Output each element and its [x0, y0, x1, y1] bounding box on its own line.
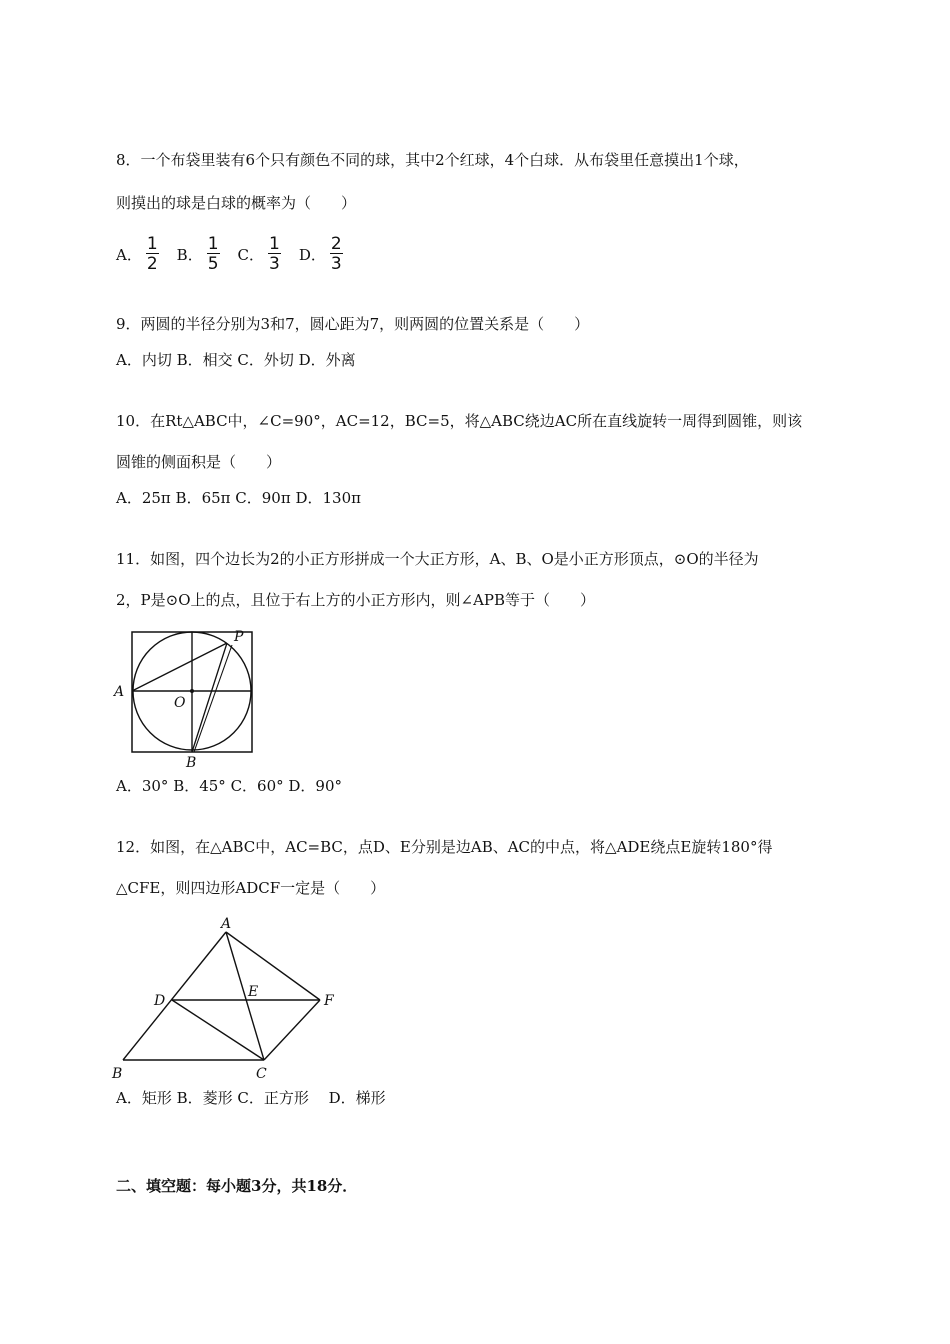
section-2-heading: 二、填空题：每小题3分，共18分． — [116, 1177, 358, 1195]
segment-af — [226, 932, 320, 1000]
denominator: 3 — [330, 254, 342, 274]
numerator: 1 — [146, 234, 158, 254]
q9-stem-line1: 9．两圆的半径分别为3和7，圆心距为7，则两圆的位置关系是（ ） — [116, 315, 590, 333]
label-p: P — [234, 629, 244, 645]
q10-stem-line2: 圆锥的侧面积是（ ） — [116, 453, 282, 471]
q11-choices: A．30° B．45° C．60° D．90° — [116, 777, 343, 795]
q11-figure — [110, 625, 270, 771]
q8-option-d — [299, 235, 343, 273]
q12-choices: A．矩形 B．菱形 C．正方形 D．梯形 — [116, 1089, 386, 1107]
q11-stem-line2: 2，P是⊙O上的点，且位于右上方的小正方形内，则∠APB等于（ ） — [116, 591, 596, 609]
option-label: D． — [298, 245, 326, 264]
option-label: C． — [237, 245, 265, 264]
q10-stem-line1: 10．在Rt△ABC中，∠C=90°，AC=12，BC=5，将△ABC绕边AC所在直线旋转一周得到圆锥，则该 — [116, 412, 803, 430]
q10-choices: A．25π B．65π C．90π D．130π — [116, 489, 361, 507]
label-c: C — [256, 1066, 267, 1082]
segment-ab — [123, 932, 226, 1060]
segment-dc — [172, 1000, 264, 1060]
numerator: 2 — [330, 234, 342, 254]
numerator: 1 — [269, 234, 280, 254]
option-label: B． — [176, 245, 203, 264]
segment-ap — [132, 643, 227, 691]
q12-figure — [108, 912, 348, 1084]
label-a: A — [114, 684, 125, 700]
fraction — [330, 235, 343, 273]
denominator: 3 — [269, 254, 280, 274]
segment-cf — [264, 1000, 320, 1060]
label-d: D — [154, 993, 166, 1009]
label-e: E — [248, 984, 259, 1000]
fraction — [268, 235, 281, 273]
center-dot — [190, 689, 194, 693]
segment-ac — [226, 932, 264, 1060]
option-label: A． — [116, 245, 142, 264]
label-f: F — [324, 993, 334, 1009]
q11-stem-line1: 11．如图，四个边长为2的小正方形拼成一个大正方形，A、B、O是小正方形顶点，⊙O的半径为 — [116, 550, 759, 568]
label-b: B — [186, 755, 197, 771]
q8-stem-line1: 8．一个布袋里装有6个只有颜色不同的球，其中2个红球，4个白球．从布袋里任意摸出1个球， — [116, 151, 749, 169]
denominator: 2 — [146, 254, 158, 274]
segment-pb — [192, 643, 227, 752]
q8-option-c — [238, 235, 281, 273]
q8-option-a — [116, 235, 159, 273]
label-a: A — [221, 916, 232, 932]
denominator: 5 — [207, 254, 219, 274]
q9-choices: A．内切 B．相交 C．外切 D．外离 — [116, 351, 356, 369]
q8-options — [116, 234, 361, 274]
label-b: B — [112, 1066, 123, 1082]
numerator: 1 — [207, 234, 219, 254]
q8-option-b — [177, 235, 220, 273]
q12-stem-line2: △CFE，则四边形ADCF一定是（ ） — [116, 879, 386, 897]
label-o: O — [174, 695, 186, 711]
q12-stem-line1: 12．如图，在△ABC中，AC=BC，点D、E分别是边AB、AC的中点，将△ADE绕点E旋转180°得 — [116, 838, 773, 856]
segment-pb2 — [194, 645, 232, 752]
q8-stem-line2: 则摸出的球是白球的概率为（ ） — [116, 194, 357, 212]
fraction — [146, 235, 159, 273]
fraction — [207, 235, 220, 273]
